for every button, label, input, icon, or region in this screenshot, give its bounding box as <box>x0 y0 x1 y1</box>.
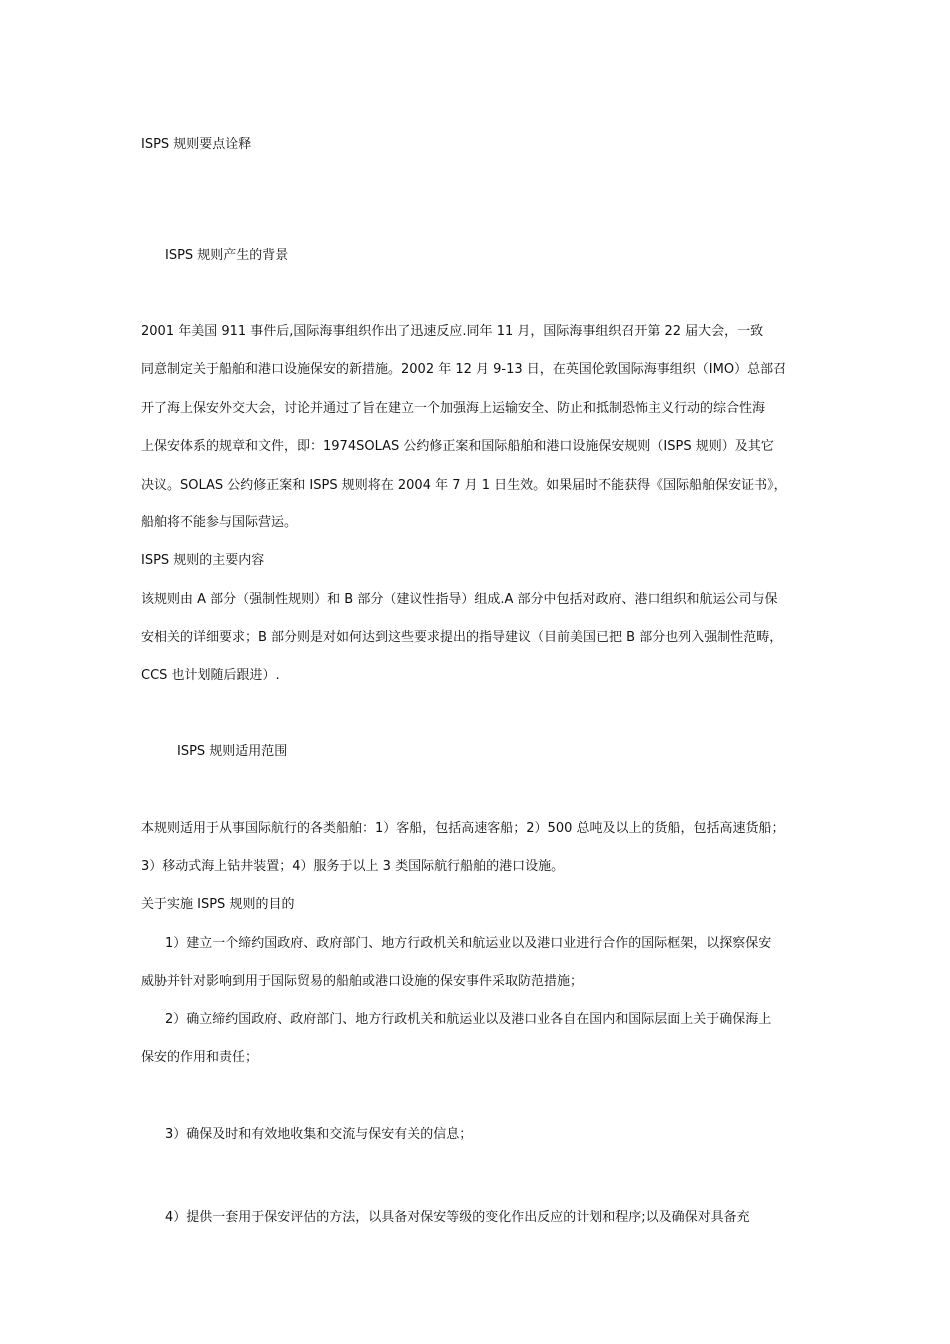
purpose-item-2-line: 保安的作用和责任； <box>141 1050 259 1065</box>
paragraph-line: 决议。SOLAS 公约修正案和 ISPS 规则将在 2004 年 7 月 1 日生效。如果届时不能获得《国际船舶保安证书》， <box>141 478 787 493</box>
purpose-item-4: 4）提供一套用于保安评估的方法，以具备对保安等级的变化作出反应的计划和程序;以及确保对具备充 <box>165 1210 750 1225</box>
background-heading: ISPS 规则产生的背景 <box>165 248 289 263</box>
paragraph-line: 安相关的详细要求；B 部分则是对如何达到这些要求提出的指导建议（目前美国已把 B 部分也列入强制性范畴， <box>141 630 783 645</box>
paragraph-line: 本规则适用于从事国际航行的各类船舶：1）客船，包括高速客船；2）500 总吨及以上的货船，包括高速货船； <box>141 821 785 836</box>
document-title: ISPS 规则要点诠释 <box>141 137 252 152</box>
content-heading: ISPS 规则的主要内容 <box>141 553 265 568</box>
purpose-item-3: 3）确保及时和有效地收集和交流与保安有关的信息； <box>165 1127 473 1142</box>
paragraph-line: 上保安体系的规章和文件，即：1974SOLAS 公约修正案和国际船舶和港口设施保安规则（ISPS 规则）及其它 <box>141 439 774 454</box>
scope-heading: ISPS 规则适用范围 <box>177 744 288 759</box>
paragraph-line: 3）移动式海上钻井装置；4）服务于以上 3 类国际航行船舶的港口设施。 <box>141 859 565 874</box>
paragraph-line: 同意制定关于船舶和港口设施保安的新措施。2002 年 12 月 9-13 日，在英国伦敦国际海事组织（IMO）总部召 <box>141 362 787 377</box>
purpose-item-1-line: 威胁并针对影响到用于国际贸易的船舶或港口设施的保安事件采取防范措施； <box>141 974 584 989</box>
paragraph-line: 开了海上保安外交大会，讨论并通过了旨在建立一个加强海上运输安全、防止和抵制恐怖主义行动的综合性海 <box>141 401 766 416</box>
paragraph-line: 该规则由 A 部分（强制性规则）和 B 部分（建议性指导）组成.A 部分中包括对政府、港口组织和航运公司与保 <box>141 592 778 607</box>
paragraph-line: CCS 也计划随后跟进）. <box>141 668 280 683</box>
paragraph-line: 2001 年美国 911 事件后,国际海事组织作出了迅速反应.同年 11 月，国际海事组织召开第 22 届大会，一致 <box>141 324 764 339</box>
paragraph-line: 船舶将不能参与国际营运。 <box>141 515 298 530</box>
purpose-item-2-line: 2）确立缔约国政府、政府部门、地方行政机关和航运业以及港口业各自在国内和国际层面上关于确保海上 <box>165 1012 772 1027</box>
purpose-heading: 关于实施 ISPS 规则的目的 <box>141 897 295 912</box>
purpose-item-1-line: 1）建立一个缔约国政府、政府部门、地方行政机关和航运业以及港口业进行合作的国际框架，以探察保安 <box>165 936 772 951</box>
